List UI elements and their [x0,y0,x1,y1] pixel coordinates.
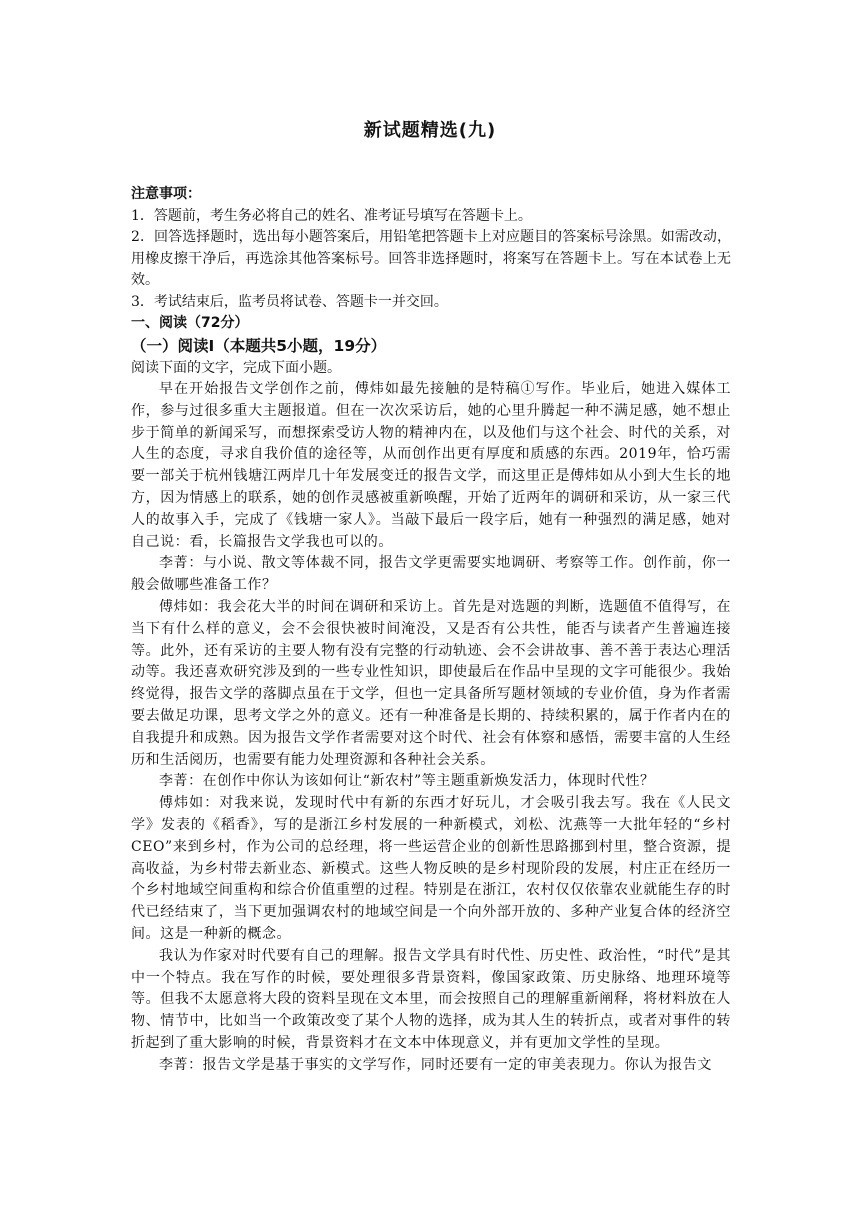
interview-question: 李菁：在创作中你认为该如何让“新农村”等主题重新焕发活力，体现时代性？ [159,773,655,790]
reading-instruction: 阅读下面的文字，完成下面小题。 [131,359,341,376]
document-body [131,184,731,1077]
notice-item: 2．回答选择题时，选出每小题答案后，用铅笔把答题卡上对应题目的答案标号涂黑。如需改动，用橡皮擦干净后，再选涂其他答案标号。回答非选择题时，将案写在答题卡上。写在本试卷上无效。 [131,229,731,288]
section-heading: 一、阅读（72分） [131,315,249,331]
interview-answer: 傅炜如：我会花大半的时间在调研和采访上。首先是对选题的判断，选题值不值得写，在当下有什么样的意义，会不会很快被时间淹没，又是否有公共性，能否与读者产生普遍连接等。此外，还有采访的主要人物有没有完整的行动轨迹、会不会讲故事、善不善于表达心理活动等。我还喜欢研究涉及到的一些专业性知识，即使最后在作品中呈现的文字可能很少。我始终觉得，报告文学的落脚点虽在于文学，但也一定具备所写题材领域的专业价值，身为作者需要去做足功课，思考文学之外的意义。还有一种准备是长期的、持续积累的，属于作者内在的自我提升和成熟。因为报告文学作者需要对这个时代、社会有体察和感悟，需要丰富的人生经历和生活阅历，也需要有能力处理资源和各种社会关系。 [131,598,731,768]
passage-paragraph: 我认为作家对时代要有自己的理解。报告文学具有时代性、历史性、政治性，“时代”是其中一个特点。我在写作的时候，要处理很多背景资料，像国家政策、历史脉络、地理环境等等。但我不太愿意将大段的资料呈现在文本里，而会按照自己的理解重新阐释，将材料放在人物、情节中，比如当一个政策改变了某个人物的选择，成为其人生的转折点，或者对事件的转折起到了重大影响的时候，背景资料才在文本中体现意义，并有更加文学性的呈现。 [131,947,731,1051]
interview-answer: 傅炜如：对我来说，发现时代中有新的东西才好玩儿，才会吸引我去写。我在《人民文学》发表的《稻香》，写的是浙江乡村发展的一种新模式，刘松、沈燕等一大批年轻的“乡村CEO”来到乡村，作为公司的总经理，将一些运营企业的创新性思路挪到村里，整合资源，提高收益，为乡村带去新业态、新模式。这些人物反映的是乡村现阶段的发展，村庄正在经历一个乡村地域空间重构和综合价值重塑的过程。特别是在浙江，农村仅仅依靠农业就能生存的时代已经结束了，当下更加强调农村的地域空间是一个向外部开放的、多种产业复合体的经济空间。这是一种新的概念。 [131,795,731,942]
notice-item: 1．答题前，考生务必将自己的姓名、准考证号填写在答题卡上。 [131,207,532,224]
passage-paragraph: 早在开始报告文学创作之前，傅炜如最先接触的是特稿①写作。毕业后，她进入媒体工作，参与过很多重大主题报道。但在一次次采访后，她的心里升腾起一种不满足感，她不想止步于简单的新闻采写，而想探索受访人物的精神内在，以及他们与这个社会、时代的关系，对人生的态度，寻求自我价值的途径等，从而创作出更有厚度和质感的东西。2019年，恰巧需要一部关于杭州钱塘江两岸几十年发展变迁的报告文学，而这里正是傅炜如从小到大生长的地方，因为情感上的联系，她的创作灵感被重新唤醒，开始了近两年的调研和采访，从一家三代人的故事入手，完成了《钱塘一家人》。当敲下最后一段字后，她有一种强烈的满足感，她对自己说：看，长篇报告文学我也可以的。 [131,381,731,550]
page-title: 新试题精选(九) [363,120,497,141]
interview-question: 李菁：与小说、散文等体裁不同，报告文学更需要实地调研、考察等工作。创作前，你一般会做哪些准备工作？ [131,555,731,594]
notice-item: 3．考试结束后，监考员将试卷、答题卡一并交回。 [131,293,448,310]
notice-heading: 注意事项： [131,186,201,202]
interview-question: 李菁：报告文学是基于事实的文学写作，同时还要有一定的审美表现力。你认为报告文 [159,1056,712,1073]
subsection-heading: （一）阅读Ⅰ（本题共5小题，19分） [131,336,387,355]
